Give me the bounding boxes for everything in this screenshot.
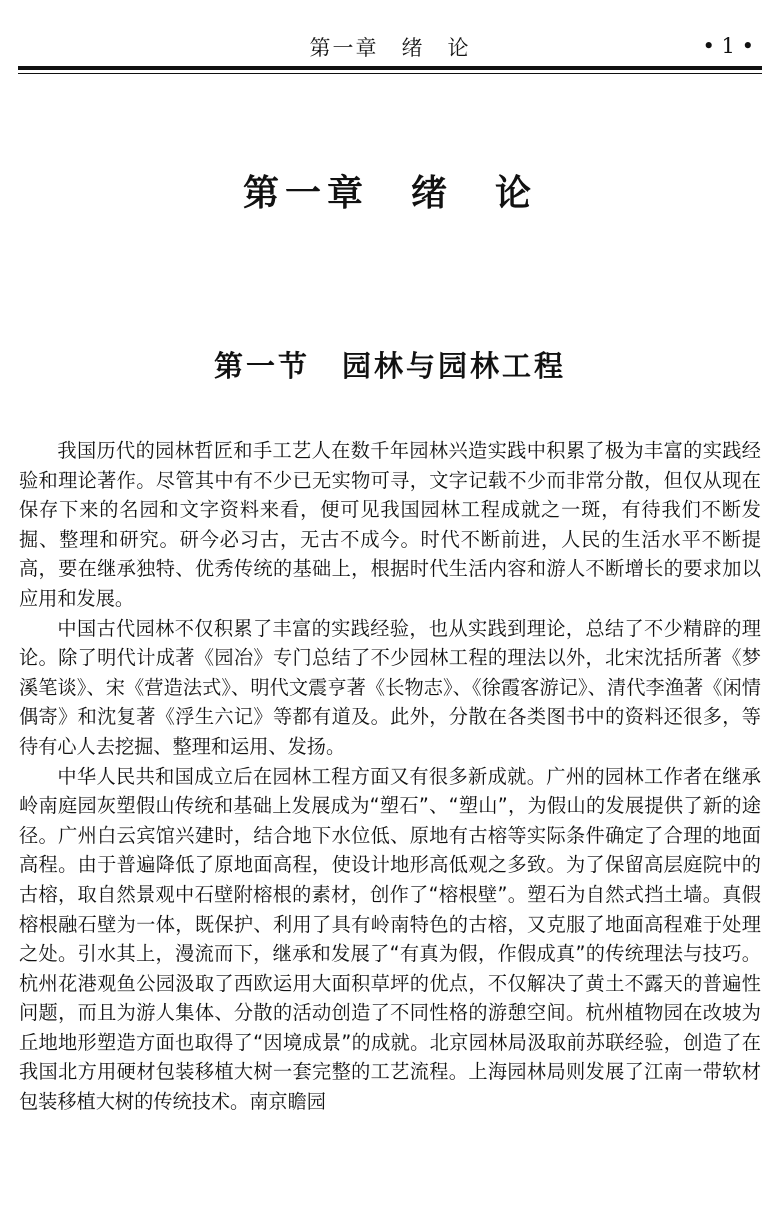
body-text (19, 436, 761, 1117)
header-rule-thick (18, 66, 762, 70)
chapter-title: 第一章 绪 论 (242, 173, 537, 214)
paragraph-1: 我国历代的园林哲匠和手工艺人在数千年园林兴造实践中积累了极为丰富的实践经验和理论著作。尽管其中有不少已无实物可寻，文字记载不少而非常分散，但仅从现在保存下来的名园和文字资料来看，便可见我国园林工程成就之一斑，有待我们不断发掘、整理和研究。研今必习古，无古不成今。时代不断前进，人民的生活水平不断提高，要在继承独特、优秀传统的基础上，根据时代生活内容和游人不断增长的要求加以应用和发展。 (19, 439, 761, 610)
page-number: • 1 • (702, 34, 754, 58)
paragraph-3: 中华人民共和国成立后在园林工程方面又有很多新成就。广州的园林工作者在继承岭南庭园灰塑假山传统和基础上发展成为“塑石”、“塑山”，为假山的发展提供了新的途径。广州白云宾馆兴建时，结合地下水位低、原地有古榕等实际条件确定了合理的地面高程。由于普遍降低了原地面高程，使设计地形高低观之多致。为了保留高层庭院中的古榕，取自然景观中石壁附榕根的素材，创作了“榕根壁”。塑石为自然式挡土墙。真假榕根融石壁为一体，既保护、利用了具有岭南特色的古榕，又克服了地面高程难于处理之处。引水其上，漫流而下，继承和发展了“有真为假，作假成真”的传统理法与技巧。杭州花港观鱼公园汲取了西欧运用大面积草坪的优点，不仅解决了黄土不露天的普遍性问题，而且为游人集体、分散的活动创造了不同性格的游憩空间。杭州植物园在改坡为丘地地形塑造方面也取得了“因境成景”的成就。北京园林局汲取前苏联经验，创造了在我国北方用硬材包装移植大树一套完整的工艺流程。上海园林局则发展了江南一带软材包装移植大树的传统技术。南京瞻园 (19, 764, 761, 1114)
running-header (18, 30, 762, 70)
section-title: 第一节 园林与园林工程 (213, 349, 566, 383)
header-rule-thin (18, 73, 762, 74)
paragraph-2: 中国古代园林不仅积累了丰富的实践经验，也从实践到理论，总结了不少精辟的理论。除了明代计成著《园冶》专门总结了不少园林工程的理法以外，北宋沈括所著《梦溪笔谈》、宋《营造法式》、明代文震亨著《长物志》、《徐霞客游记》、清代李渔著《闲情偶寄》和沈复著《浮生六记》等都有道及。此外，分散在各类图书中的资料还很多，等待有心人去挖掘、整理和运用、发扬。 (19, 616, 761, 758)
running-title: 第一章 绪 论 (309, 36, 471, 60)
